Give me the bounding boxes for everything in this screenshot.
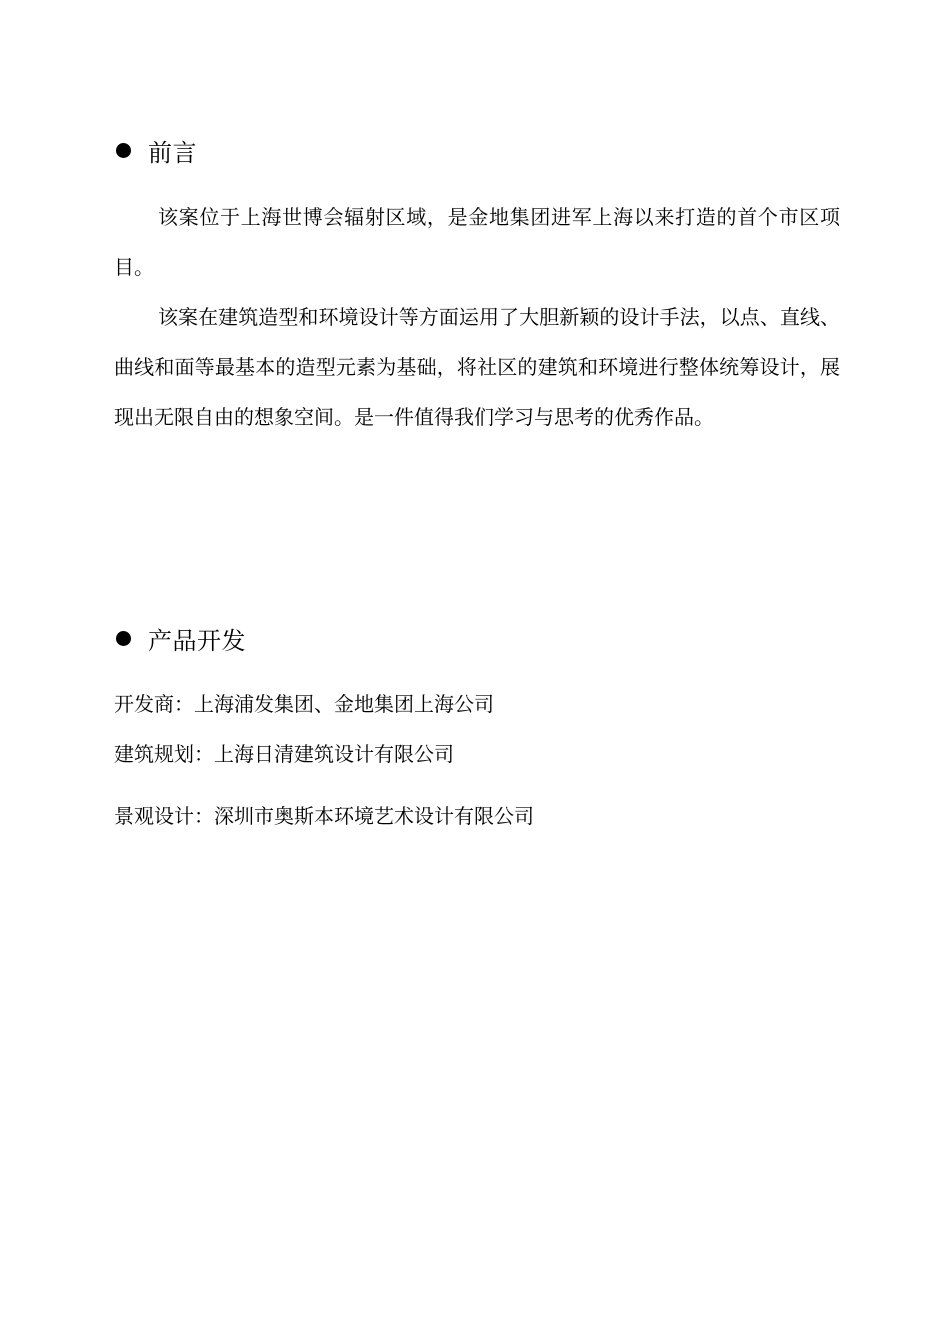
bullet-icon — [116, 143, 131, 158]
preface-paragraph-2: 该案在建筑造型和环境设计等方面运用了大胆新颖的设计手法，以点、直线、曲线和面等最基本的造型元素为基础，将社区的建筑和环境进行整体统筹设计，展现出无限自由的想象空间。是一件值得我们学习与思考的优秀作品。 — [114, 305, 840, 429]
architecture-planning-line: 建筑规划：上海日清建筑设计有限公司 — [114, 742, 454, 766]
developer-line: 开发商：上海浦发集团、金地集团上海公司 — [114, 692, 494, 716]
preface-paragraph-1: 该案位于上海世博会辐射区域，是金地集团进军上海以来打造的首个市区项目。 — [114, 205, 840, 279]
product-title: 产品开发 — [148, 626, 246, 655]
product-heading — [116, 621, 246, 655]
preface-heading — [116, 133, 197, 167]
bullet-icon — [116, 631, 131, 646]
preface-title: 前言 — [148, 138, 197, 167]
landscape-design-line: 景观设计：深圳市奥斯本环境艺术设计有限公司 — [114, 804, 534, 828]
